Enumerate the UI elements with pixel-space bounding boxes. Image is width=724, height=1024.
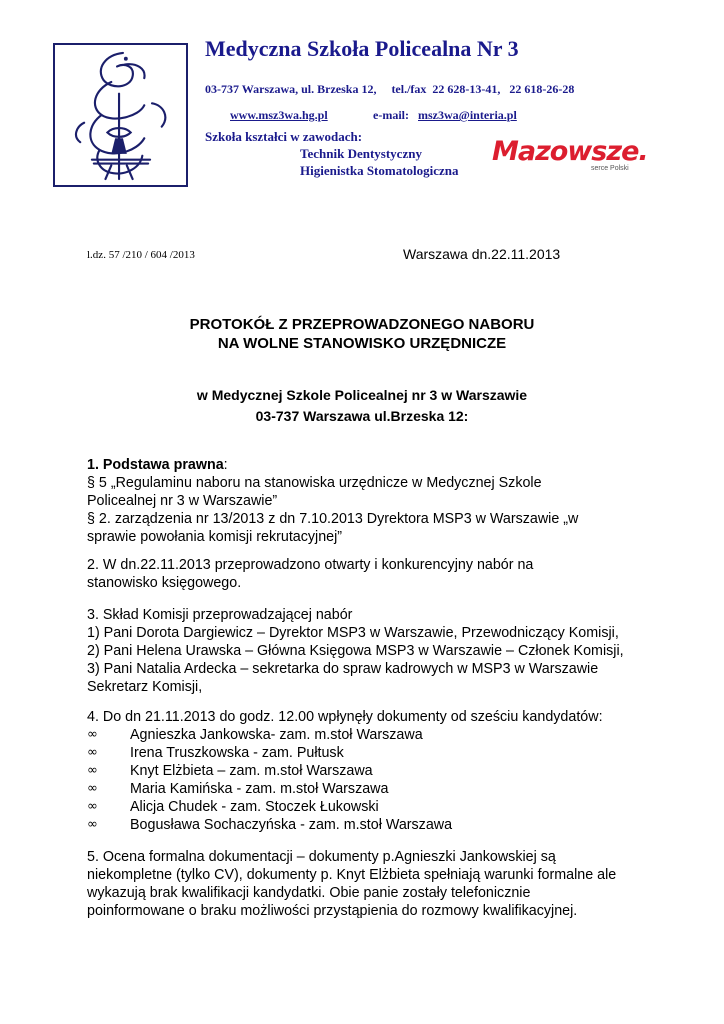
infinity-bullet-icon: ∞ [87,763,98,778]
paragraph-line: niekompletne (tylko CV), dokumenty p. Knyt Elżbieta spełniają warunki formalne ale [87,867,617,883]
paragraph-line: sprawie powołania komisji rekrutacyjnej” [87,529,343,545]
paragraph-line: § 2. zarządzenia nr 13/2013 z dn 7.10.2013 Dyrektora MSP3 w Warszawie „w [87,511,579,527]
paragraph-line: poinformowane o braku możliwości przystąpienia do rozmowy kwalifikacyjnej. [87,903,578,919]
committee-member: 1) Pani Dorota Dargiewicz – Dyrektor MSP3 w Warszawie, Przewodniczący Komisji, [87,625,619,641]
program-item: Higienistka Stomatologiczna [300,163,459,178]
candidate-name: Knyt Elżbieta – zam. m.stoł Warszawa [130,763,373,779]
infinity-bullet-icon: ∞ [87,781,98,796]
paragraph-line: 4. Do dn 21.11.2013 do godz. 12.00 wpłynęły dokumenty od sześciu kandydatów: [87,709,603,725]
document-title-line: NA WOLNE STANOWISKO URZĘDNICZE [217,335,507,352]
paragraph-line: Policealnej nr 3 w Warszawie” [87,493,278,509]
mazowsze-logo-subtitle: serce Polski [591,165,629,172]
section-recruitment-info [87,556,647,592]
section-heading-text: 1. Podstawa prawna [87,457,224,473]
school-logo [53,43,188,187]
paragraph-line: stanowisko księgowego. [87,575,242,591]
email-link[interactable]: msz3wa@interia.pl [418,108,517,122]
paragraph-line: wykazują brak kwalifikacji kandydatki. Obie panie zostały telefonicznie [87,885,531,901]
school-name: Medyczna Szkoła Policealna Nr 3 [205,36,519,61]
programs-title: Szkoła kształci w zawodach: [205,129,363,144]
mazowsze-logo [492,136,652,180]
document-title [0,315,724,353]
email-label: e-mail: [373,108,409,122]
candidate-name: Bogusława Sochaczyńska - zam. m.stoł Warszawa [130,817,453,833]
infinity-bullet-icon: ∞ [87,745,98,760]
list-item [87,726,667,744]
mazowsze-logo-text: Mazowsze. [492,136,648,167]
committee-member: 3) Pani Natalia Ardecka – sekretarka do spraw kadrowych w MSP3 w Warszawie [87,661,599,677]
section-legal-basis [87,456,647,546]
reference-number: l.dz. 57 /210 / 604 /2013 [87,249,195,261]
caduceus-icon [55,45,186,185]
infinity-bullet-icon: ∞ [87,799,98,814]
program-item: Technik Dentystyczny [300,146,422,161]
committee-member: 2) Pani Helena Urawska – Główna Księgowa MSP3 w Warszawie – Członek Komisji, [87,643,624,659]
section-candidates [87,708,667,834]
candidate-name: Alicja Chudek - zam. Stoczek Łukowski [130,799,379,815]
candidate-name: Irena Truszkowska - zam. Pułtusk [130,745,344,761]
list-item [87,780,667,798]
section-committee [87,606,667,696]
paragraph-line: Sekretarz Komisji, [87,679,203,695]
paragraph-line: 2. W dn.22.11.2013 przeprowadzono otwarty i konkurencyjny nabór na [87,557,534,573]
document-title-line: PROTOKÓŁ Z PRZEPROWADZONEGO NABORU [189,316,535,333]
document-subtitle [0,385,724,427]
paragraph-line: § 5 „Regulaminu naboru na stanowiska urzędnicze w Medycznej Szkole [87,475,542,491]
list-item [87,744,667,762]
paragraph-line: 5. Ocena formalna dokumentacji – dokumenty p.Agnieszki Jankowskiej są [87,849,556,865]
section-heading-suffix: : [223,457,228,473]
list-item [87,798,667,816]
section-heading [87,456,647,474]
candidate-name: Maria Kamińska - zam. m.stoł Warszawa [130,781,389,797]
section-formal-evaluation [87,848,667,920]
document-subtitle-line: 03-737 Warszawa ul.Brzeska 12: [255,408,469,424]
document-subtitle-line: w Medycznej Szkole Policealnej nr 3 w Warszawie [196,387,528,403]
list-item [87,816,667,834]
infinity-bullet-icon: ∞ [87,817,98,832]
paragraph-line: 3. Skład Komisji przeprowadzającej nabór [87,607,353,623]
candidate-name: Agnieszka Jankowska- zam. m.stoł Warszawa [130,727,423,743]
school-address: 03-737 Warszawa, ul. Brzeska 12, tel./fax 22 628-13-41, 22 618-26-28 [205,82,575,96]
list-item [87,762,667,780]
website-link[interactable]: www.msz3wa.hg.pl [230,108,328,122]
infinity-bullet-icon: ∞ [87,727,98,742]
candidate-list [87,726,667,834]
place-date: Warszawa dn.22.11.2013 [403,246,561,262]
